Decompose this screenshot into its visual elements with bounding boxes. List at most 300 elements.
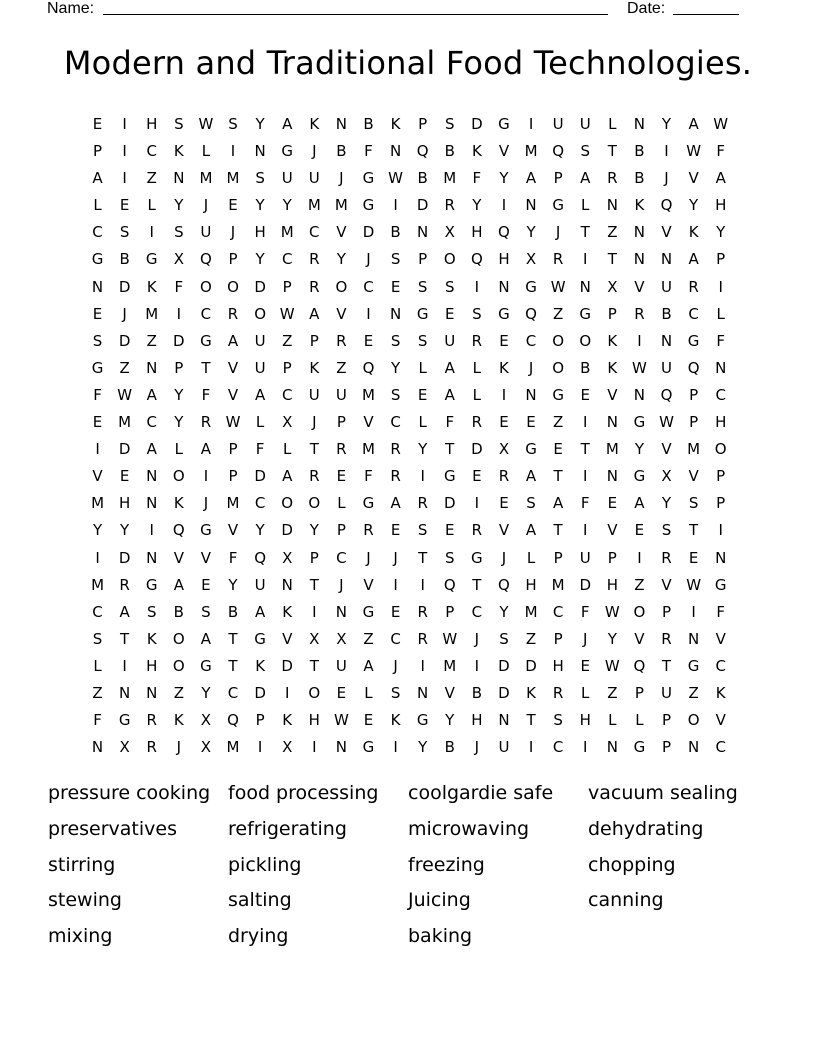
grid-letter: I — [122, 115, 127, 133]
grid-letter: L — [635, 711, 644, 730]
grid-letter: V — [688, 467, 699, 486]
grid-letter: N — [606, 413, 618, 432]
grid-letter: Y — [634, 440, 644, 459]
grid-letter: J — [176, 738, 182, 757]
grid-letter: E — [445, 521, 455, 540]
grid-letter: U — [335, 656, 347, 675]
grid-letter: X — [661, 467, 672, 486]
grid-letter: T — [580, 440, 590, 459]
grid-letter: E — [336, 683, 347, 702]
grid-letter: J — [230, 223, 236, 242]
grid-letter: Q — [227, 711, 239, 730]
grid-letter: P — [661, 602, 672, 621]
grid-letter: Q — [416, 142, 429, 161]
grid-letter: U — [661, 277, 672, 296]
grid-letter: C — [552, 738, 564, 757]
grid-row — [84, 653, 736, 680]
grid-letter: T — [228, 629, 238, 648]
grid-letter: I — [312, 602, 317, 621]
grid-letter: U — [661, 358, 672, 377]
grid-letter: M — [280, 223, 294, 242]
grid-letter: T — [607, 142, 617, 161]
grid-letter: N — [660, 331, 673, 350]
grid-letter: E — [92, 115, 103, 133]
grid-letter: G — [416, 304, 429, 323]
grid-letter: L — [93, 196, 102, 215]
grid-letter: F — [445, 413, 455, 432]
grid-letter: S — [174, 115, 184, 133]
grid-letter: J — [312, 142, 317, 161]
grid-letter: K — [309, 115, 320, 133]
grid-letter: T — [445, 440, 455, 459]
grid-letter: Y — [255, 521, 265, 540]
grid-letter: N — [335, 115, 347, 133]
grid-row — [84, 328, 736, 355]
word-list-item: preservatives — [48, 817, 177, 840]
grid-letter: E — [390, 521, 401, 540]
grid-letter: U — [281, 169, 293, 188]
grid-letter: T — [309, 656, 319, 675]
grid-letter: D — [118, 331, 131, 350]
grid-letter: E — [499, 494, 509, 513]
grid-letter: Q — [525, 304, 537, 323]
grid-letter: V — [661, 575, 672, 594]
word-list-item: refrigerating — [228, 817, 347, 840]
grid-letter: I — [718, 277, 723, 296]
grid-letter: I — [637, 331, 642, 350]
grid-letter: E — [390, 277, 401, 296]
grid-letter: C — [552, 602, 564, 621]
grid-letter: P — [255, 711, 265, 730]
grid-letter: I — [637, 548, 642, 567]
grid-letter: Y — [228, 575, 238, 594]
grid-letter: O — [200, 277, 212, 296]
grid-letter: S — [390, 250, 401, 269]
grid-letter: A — [254, 602, 266, 621]
grid-letter: N — [389, 142, 402, 161]
grid-letter: Y — [201, 683, 211, 702]
grid-letter: N — [606, 196, 618, 215]
grid-letter: N — [525, 385, 537, 404]
grid-letter: B — [363, 115, 374, 133]
grid-letter: S — [228, 115, 238, 133]
grid-letter: I — [664, 142, 669, 161]
grid-letter: G — [362, 602, 375, 621]
grid-letter: G — [525, 440, 537, 459]
grid-letter: L — [364, 683, 373, 702]
grid-letter: M — [226, 738, 240, 757]
grid-letter: Y — [255, 250, 265, 269]
grid-letter: S — [417, 331, 428, 350]
grid-letter: G — [443, 467, 456, 486]
grid-letter: W — [713, 115, 729, 133]
grid-letter: E — [580, 656, 590, 675]
grid-letter: Q — [660, 196, 673, 215]
grid-letter: N — [633, 250, 646, 269]
grid-letter: N — [606, 738, 618, 757]
grid-letter: Y — [689, 196, 699, 215]
grid-letter: Y — [418, 440, 428, 459]
grid-letter: R — [607, 169, 618, 188]
grid-letter: K — [526, 683, 536, 702]
grid-letter: N — [633, 385, 646, 404]
grid-letter: O — [443, 250, 456, 269]
grid-letter: J — [366, 548, 371, 567]
grid-letter: V — [200, 548, 212, 567]
grid-row — [84, 490, 736, 517]
grid-letter: C — [254, 494, 266, 513]
grid-letter: I — [284, 683, 290, 702]
grid-letter: J — [393, 548, 398, 567]
grid-letter: M — [307, 196, 321, 215]
grid-letter: H — [471, 711, 483, 730]
grid-letter: R — [146, 738, 157, 757]
grid-letter: P — [553, 629, 563, 648]
grid-letter: M — [605, 440, 619, 459]
page-title: Modern and Traditional Food Technologies. — [63, 44, 753, 82]
grid-letter: Y — [418, 738, 428, 757]
grid-letter: P — [689, 413, 699, 432]
grid-letter: B — [119, 250, 130, 269]
grid-letter: J — [312, 413, 317, 432]
grid-letter: V — [661, 440, 672, 459]
grid-letter: D — [525, 656, 537, 675]
grid-letter: Q — [498, 223, 510, 242]
grid-letter: V — [444, 683, 455, 702]
grid-letter: R — [471, 521, 483, 540]
grid-letter: V — [363, 575, 374, 594]
grid-letter: U — [308, 385, 320, 404]
grid-row — [84, 301, 736, 328]
grid-letter: K — [390, 115, 401, 133]
grid-row — [84, 111, 736, 138]
grid-letter: Z — [119, 358, 130, 377]
grid-letter: I — [393, 575, 398, 594]
grid-letter: N — [715, 548, 727, 567]
grid-letter: S — [472, 304, 482, 323]
word-list-item: coolgardie safe — [408, 782, 554, 804]
word-list-row — [48, 886, 768, 922]
grid-letter: R — [444, 196, 455, 215]
word-list-item: pickling — [228, 853, 302, 876]
grid-letter: R — [363, 521, 374, 540]
grid-letter: N — [146, 683, 158, 702]
grid-letter: S — [688, 494, 699, 513]
grid-letter: B — [661, 304, 672, 323]
grid-letter: H — [525, 575, 537, 594]
grid-letter: T — [201, 358, 211, 377]
grid-letter: Y — [282, 196, 292, 215]
grid-letter: T — [689, 521, 699, 540]
grid-letter: E — [417, 385, 428, 404]
grid-letter: X — [525, 250, 537, 269]
grid-letter: J — [501, 548, 507, 567]
grid-letter: X — [282, 413, 293, 432]
grid-letter: G — [200, 521, 212, 540]
grid-letter: R — [498, 467, 510, 486]
grid-letter: Y — [607, 629, 617, 648]
grid-letter: V — [715, 711, 726, 730]
grid-letter: V — [336, 304, 347, 323]
grid-row — [84, 626, 736, 653]
grid-letter: E — [526, 413, 536, 432]
grid-letter: J — [203, 494, 209, 513]
grid-letter: I — [312, 738, 317, 757]
grid-letter: D — [118, 277, 131, 296]
grid-letter: R — [390, 467, 401, 486]
grid-letter: B — [634, 142, 645, 161]
grid-letter: A — [634, 494, 645, 513]
grid-letter: K — [146, 277, 157, 296]
grid-letter: H — [552, 656, 564, 675]
grid-row — [84, 246, 736, 273]
grid-letter: R — [417, 629, 428, 648]
grid-letter: U — [335, 385, 347, 404]
grid-letter: P — [445, 602, 455, 621]
grid-letter: D — [281, 521, 293, 540]
grid-letter: T — [472, 575, 482, 594]
grid-letter: X — [282, 738, 293, 757]
grid-letter: E — [119, 467, 130, 486]
header — [0, 0, 816, 20]
grid-letter: Y — [499, 602, 509, 621]
grid-letter: P — [716, 250, 726, 269]
grid-letter: E — [363, 331, 374, 350]
grid-letter: O — [714, 440, 727, 459]
grid-letter: Y — [716, 223, 726, 242]
grid-letter: Z — [146, 169, 157, 188]
grid-letter: O — [552, 358, 565, 377]
grid-letter: N — [417, 683, 429, 702]
grid-letter: I — [149, 223, 154, 242]
grid-letter: E — [688, 548, 699, 567]
grid-letter: B — [173, 602, 184, 621]
grid-letter: A — [363, 656, 374, 675]
grid-letter: J — [339, 575, 344, 594]
grid-letter: A — [444, 385, 455, 404]
grid-letter: I — [393, 196, 398, 215]
grid-letter: Y — [92, 521, 103, 540]
grid-letter: M — [362, 440, 375, 459]
grid-letter: H — [254, 223, 266, 242]
grid-letter: F — [716, 602, 726, 621]
grid-letter: O — [335, 277, 348, 296]
grid-letter: H — [579, 711, 591, 730]
word-list-item: Juicing — [408, 889, 471, 912]
grid-row — [84, 707, 736, 734]
grid-letter: H — [146, 115, 158, 133]
grid-row — [84, 545, 736, 572]
grid-letter: K — [282, 602, 293, 621]
grid-letter: K — [634, 196, 645, 215]
grid-letter: R — [661, 629, 672, 648]
grid-letter: C — [200, 304, 212, 323]
grid-letter: W — [198, 115, 214, 133]
grid-letter: M — [91, 494, 105, 513]
grid-letter: G — [145, 250, 158, 269]
grid-row — [84, 382, 736, 409]
grid-letter: E — [363, 711, 374, 730]
grid-letter: N — [498, 711, 510, 730]
grid-letter: N — [146, 548, 158, 567]
grid-letter: N — [146, 494, 158, 513]
grid-letter: Z — [553, 304, 564, 323]
grid-letter: J — [122, 304, 127, 323]
grid-letter: Y — [445, 711, 455, 730]
grid-letter: Y — [174, 385, 184, 404]
grid-letter: L — [93, 656, 102, 675]
grid-letter: M — [524, 602, 538, 621]
grid-letter: I — [257, 738, 263, 757]
grid-letter: P — [228, 250, 238, 269]
grid-letter: J — [339, 169, 344, 188]
grid-letter: V — [607, 521, 618, 540]
grid-letter: C — [92, 223, 103, 242]
grid-letter: A — [525, 521, 537, 540]
grid-letter: J — [393, 656, 398, 675]
grid-letter: W — [604, 656, 620, 675]
grid-letter: Y — [661, 115, 672, 133]
grid-letter: N — [633, 223, 646, 242]
grid-letter: G — [579, 304, 592, 323]
grid-letter: P — [418, 250, 428, 269]
grid-letter: P — [282, 277, 292, 296]
grid-letter: M — [362, 385, 375, 404]
grid-letter: Z — [607, 683, 618, 702]
grid-letter: P — [716, 494, 726, 513]
grid-letter: N — [633, 115, 646, 133]
grid-letter: K — [607, 331, 618, 350]
grid-letter: E — [119, 196, 130, 215]
grid-letter: Y — [120, 521, 130, 540]
grid-letter: W — [333, 711, 349, 730]
grid-letter: C — [525, 331, 537, 350]
grid-letter: G — [498, 304, 510, 323]
grid-letter: O — [308, 494, 321, 513]
grid-letter: R — [661, 548, 672, 567]
grid-letter: M — [91, 575, 105, 594]
grid-letter: C — [715, 656, 726, 675]
grid-letter: P — [689, 385, 699, 404]
grid-letter: V — [92, 467, 103, 486]
grid-letter: A — [525, 467, 537, 486]
grid-letter: P — [553, 169, 563, 188]
grid-letter: U — [308, 169, 320, 188]
grid-letter: I — [420, 656, 425, 675]
word-list-row — [48, 815, 768, 851]
grid-letter: G — [687, 331, 700, 350]
grid-letter: X — [173, 250, 184, 269]
grid-letter: X — [498, 440, 510, 459]
grid-letter: V — [634, 277, 645, 296]
grid-letter: I — [528, 115, 534, 133]
word-list-item: canning — [588, 889, 664, 912]
grid-letter: G — [362, 738, 375, 757]
grid-letter: U — [552, 115, 564, 133]
grid-letter: T — [526, 711, 536, 730]
grid-letter: R — [471, 331, 483, 350]
grid-letter: S — [445, 115, 455, 133]
grid-letter: G — [687, 656, 700, 675]
grid-letter: A — [390, 494, 401, 513]
grid-letter: M — [551, 575, 565, 594]
grid-letter: F — [93, 385, 102, 404]
grid-letter: E — [445, 304, 455, 323]
grid-letter: M — [334, 196, 348, 215]
grid-letter: H — [715, 196, 727, 215]
grid-letter: B — [444, 142, 455, 161]
grid-letter: T — [553, 521, 563, 540]
grid-letter: S — [553, 711, 563, 730]
grid-letter: A — [444, 358, 455, 377]
grid-letter: I — [420, 575, 425, 594]
grid-letter: G — [118, 711, 131, 730]
grid-letter: F — [716, 142, 726, 161]
grid-letter: G — [498, 115, 510, 133]
grid-letter: P — [309, 331, 319, 350]
grid-letter: G — [471, 548, 483, 567]
grid-letter: R — [688, 277, 699, 296]
grid-letter: B — [444, 738, 455, 757]
grid-letter: E — [228, 196, 238, 215]
grid-letter: N — [91, 738, 104, 757]
grid-letter: V — [688, 169, 699, 188]
grid-letter: W — [632, 358, 647, 377]
grid-letter: M — [226, 169, 240, 188]
grid-letter: F — [472, 169, 482, 188]
grid-letter: J — [203, 196, 209, 215]
grid-letter: S — [174, 223, 184, 242]
grid-letter: E — [499, 413, 509, 432]
grid-row — [84, 517, 736, 544]
word-list-item: pressure cooking — [48, 782, 211, 804]
grid-letter: Q — [362, 358, 375, 377]
grid-letter: W — [604, 602, 620, 621]
word-list-row — [48, 779, 768, 815]
grid-letter: H — [146, 656, 158, 675]
grid-letter: Q — [687, 358, 700, 377]
grid-letter: T — [309, 440, 319, 459]
grid-letter: N — [389, 304, 402, 323]
grid-letter: D — [498, 656, 510, 675]
grid-letter: A — [146, 440, 157, 459]
grid-letter: V — [227, 521, 239, 540]
grid-letter: Y — [499, 169, 509, 188]
grid-letter: X — [282, 548, 293, 567]
grid-letter: P — [336, 521, 346, 540]
grid-letter: W — [279, 304, 295, 323]
grid-letter: Z — [92, 683, 103, 702]
grid-letter: P — [661, 738, 672, 757]
grid-letter: O — [687, 711, 700, 730]
grid-letter: S — [661, 521, 672, 540]
grid-letter: T — [309, 575, 319, 594]
grid-letter: Y — [661, 494, 672, 513]
grid-letter: M — [118, 413, 132, 432]
grid-letter: Z — [282, 331, 293, 350]
grid-letter: I — [528, 738, 534, 757]
grid-letter: V — [363, 413, 374, 432]
grid-letter: G — [362, 494, 375, 513]
grid-letter: J — [366, 250, 371, 269]
grid-letter: Y — [309, 521, 319, 540]
grid-letter: L — [255, 413, 265, 432]
grid-letter: P — [661, 711, 672, 730]
grid-letter: Q — [552, 142, 565, 161]
grid-letter: I — [583, 413, 588, 432]
grid-letter: U — [254, 331, 266, 350]
grid-letter: I — [420, 467, 425, 486]
